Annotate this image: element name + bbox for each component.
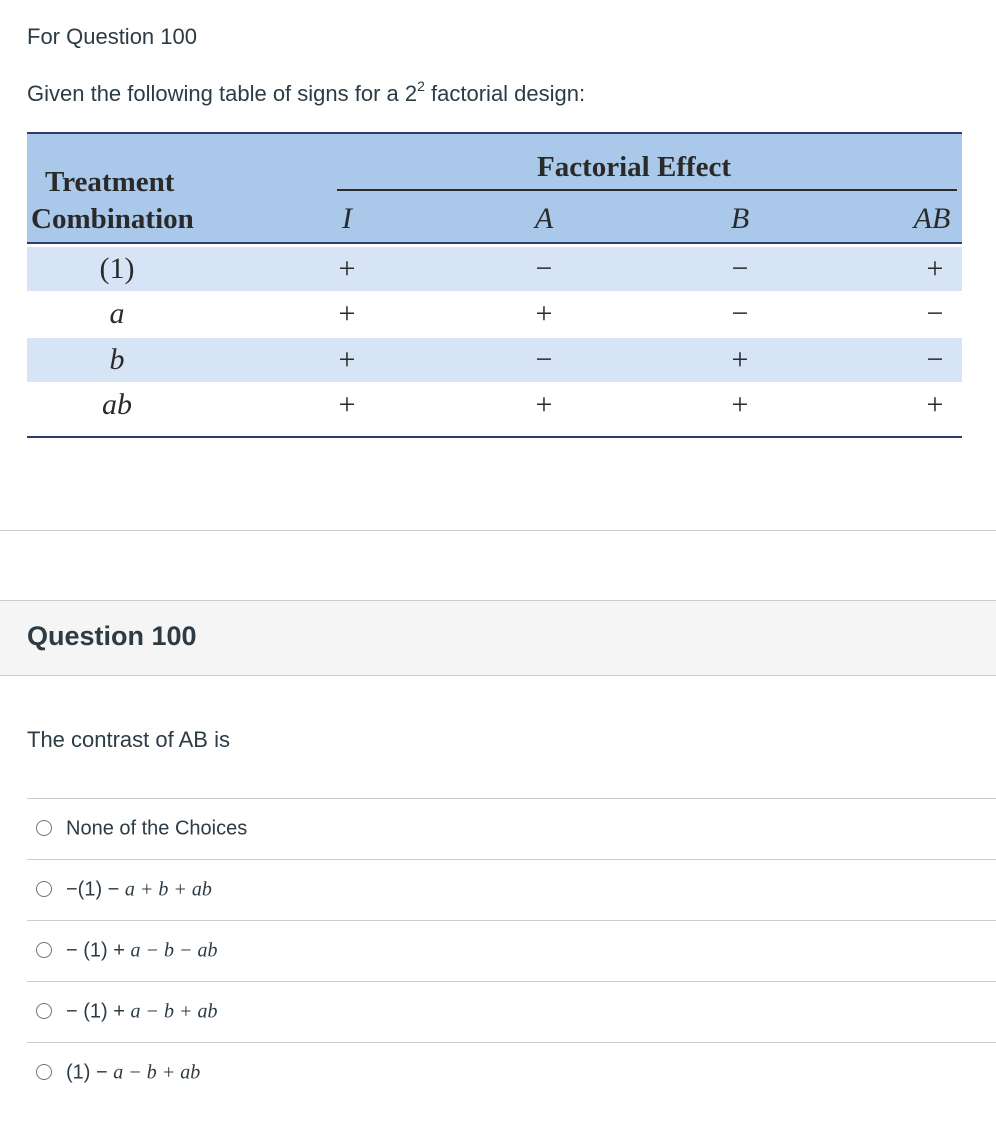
answer-label-expr: a − b − ab <box>130 939 218 962</box>
answer-label-prefix: − (1) + <box>66 939 131 962</box>
answer-label-prefix: −(1) − <box>66 878 125 901</box>
sign-cell: − <box>535 252 553 285</box>
col-header-ab: AB <box>913 202 951 235</box>
intro-text <box>27 78 586 107</box>
answer-label[interactable] <box>66 940 217 963</box>
header-combination: Combination <box>31 203 194 235</box>
radio-button[interactable] <box>36 1064 52 1080</box>
table-bottom-rule <box>27 436 962 438</box>
sign-cell: − <box>731 252 749 285</box>
col-header-b: B <box>730 202 750 235</box>
radio-button[interactable] <box>36 881 52 897</box>
radio-button[interactable] <box>36 1003 52 1019</box>
answer-option[interactable] <box>27 859 996 920</box>
answer-option[interactable] <box>27 1042 996 1103</box>
answer-label-prefix: None of the Choices <box>66 817 248 840</box>
header-factorial-effect: Factorial Effect <box>537 151 732 183</box>
radio-button[interactable] <box>36 820 52 836</box>
table-row <box>27 247 962 291</box>
row-combination: b <box>109 343 125 376</box>
row-combination: (1) <box>99 252 135 285</box>
sign-cell: + <box>338 388 356 421</box>
table-header-rule <box>27 242 962 244</box>
sign-cell: + <box>535 297 553 330</box>
question-header <box>0 600 996 676</box>
intro-title: For Question 100 <box>27 24 197 49</box>
sign-cell: + <box>926 388 944 421</box>
sign-cell: − <box>926 343 944 376</box>
section-divider <box>0 530 996 531</box>
sign-cell: + <box>731 388 749 421</box>
answer-option[interactable] <box>27 798 996 859</box>
table-row <box>27 338 962 382</box>
answer-list <box>27 798 996 1103</box>
factorial-effect-rule <box>337 189 957 191</box>
intro-superscript: 2 <box>417 78 425 94</box>
table-header <box>27 134 962 242</box>
sign-cell: + <box>731 343 749 376</box>
question-text: The contrast of AB is <box>27 727 230 752</box>
col-header-a: A <box>534 202 554 235</box>
question-title: Question 100 <box>27 621 197 651</box>
answer-option[interactable] <box>27 981 996 1042</box>
table-row <box>27 292 962 336</box>
intro-text-main: Given the following table of signs for a 2 <box>27 81 418 106</box>
answer-label-expr: a − b + ab <box>130 1000 218 1023</box>
sign-cell: + <box>338 343 356 376</box>
row-combination: a <box>109 297 125 330</box>
row-combination: ab <box>102 388 132 421</box>
answer-label[interactable] <box>66 879 212 902</box>
sign-cell: − <box>535 343 553 376</box>
sign-table-image <box>27 132 962 439</box>
sign-cell: + <box>338 252 356 285</box>
header-treatment: Treatment <box>45 166 175 198</box>
answer-label[interactable] <box>66 818 247 841</box>
intro-text-end: factorial design: <box>424 81 586 106</box>
answer-label[interactable] <box>66 1001 217 1024</box>
sign-cell: + <box>338 297 356 330</box>
radio-button[interactable] <box>36 942 52 958</box>
answer-label[interactable] <box>66 1062 200 1085</box>
sign-cell: − <box>926 297 944 330</box>
col-header-i: I <box>342 202 352 235</box>
answer-option[interactable] <box>27 920 996 981</box>
answer-label-prefix: (1) − <box>66 1061 114 1084</box>
sign-cell: − <box>731 297 749 330</box>
answer-label-expr: a − b + ab <box>113 1061 201 1084</box>
answer-label-expr: a + b + ab <box>124 878 212 901</box>
sign-cell: + <box>926 252 944 285</box>
table-row <box>27 383 962 427</box>
sign-cell: + <box>535 388 553 421</box>
answer-label-prefix: − (1) + <box>66 1000 131 1023</box>
